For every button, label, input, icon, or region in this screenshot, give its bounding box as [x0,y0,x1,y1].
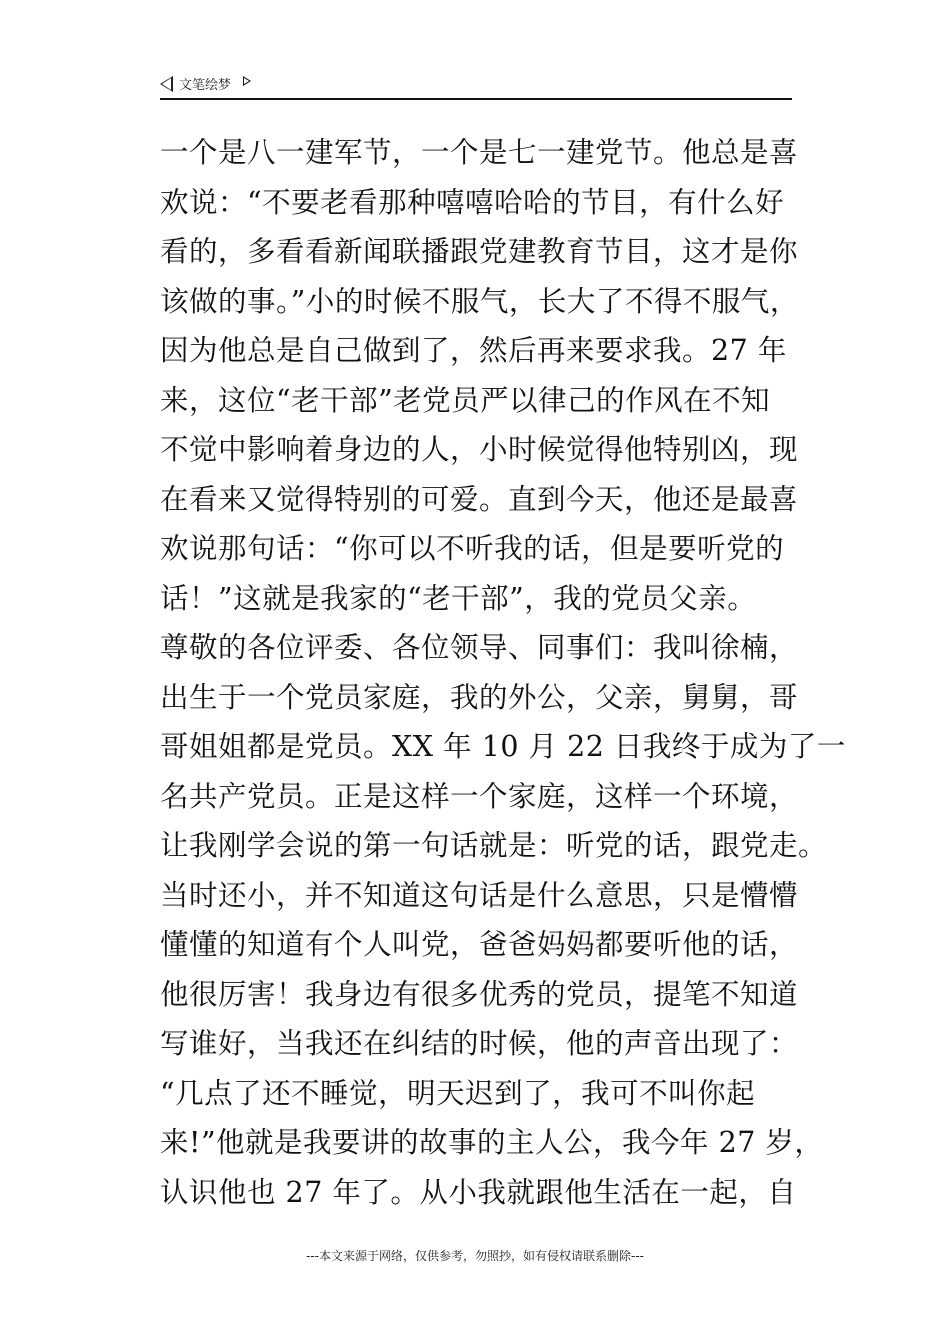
body-line: 欢说：“不要老看那种嘻嘻哈哈的节目，有什么好 [160,185,785,219]
body-line: 因为他总是自己做到了，然后再来要求我。27 年 [160,334,787,367]
body-line: 他很厉害！我身边有很多优秀的党员，提笔不知道 [160,977,799,1011]
body-line: 写谁好，当我还在纠结的时候，他的声音出现了： [160,1027,799,1060]
body-line: 当时还小，并不知道这句话是什么意思，只是懵懵 [160,878,799,912]
page-footer: ---本文来源于网络，仅供参考，勿照抄，如有侵权请联系删除--- [306,1249,644,1263]
body-line: 哥姐姐都是党员。XX 年 10 月 22 日我终于成为了一 [160,730,846,763]
body-line: 出生于一个党员家庭，我的外公，父亲，舅舅，哥 [160,680,799,714]
triangle-right-icon [243,76,251,86]
body-line: 一个是八一建军节，一个是七一建党节。他总是喜 [160,136,799,169]
document-body [160,128,846,1217]
header-brand [160,74,251,93]
body-line: 尊敬的各位评委、各位领导、同事们：我叫徐楠， [160,631,799,664]
body-line: 懂懂的知道有个人叫党，爸爸妈妈都要听他的话， [160,928,799,961]
triangle-left-icon [160,76,173,92]
body-line: 认识他也 27 年了。从小我就跟他生活在一起，自 [160,1175,797,1209]
body-line: 在看来又觉得特别的可爱。直到今天，他还是最喜 [160,482,799,516]
page-header [160,72,792,100]
body-line: 让我刚学会说的第一句话就是：听党的话，跟党走。 [160,829,828,862]
body-line: 欢说那句话：“你可以不听我的话，但是要听党的 [160,532,785,565]
body-line: 话！”这就是我家的“老干部”，我的党员父亲。 [160,581,757,615]
body-line: 名共产党员。正是这样一个家庭，这样一个环境， [160,779,799,813]
body-line: 该做的事。”小的时候不服气，长大了不得不服气， [160,284,799,318]
body-line: 不觉中影响着身边的人，小时候觉得他特别凶，现 [160,433,799,466]
body-line: 来!”他就是我要讲的故事的主人公，我今年 27 岁， [160,1126,824,1159]
body-line: “几点了还不睡觉，明天迟到了，我可不叫你起 [160,1076,756,1110]
body-line: 看的，多看看新闻联播跟党建教育节目，这才是你 [160,235,799,268]
header-title: 文笔绘梦 [179,78,232,93]
body-line: 来，这位“老干部”老党员严以律己的作风在不知 [160,383,771,417]
